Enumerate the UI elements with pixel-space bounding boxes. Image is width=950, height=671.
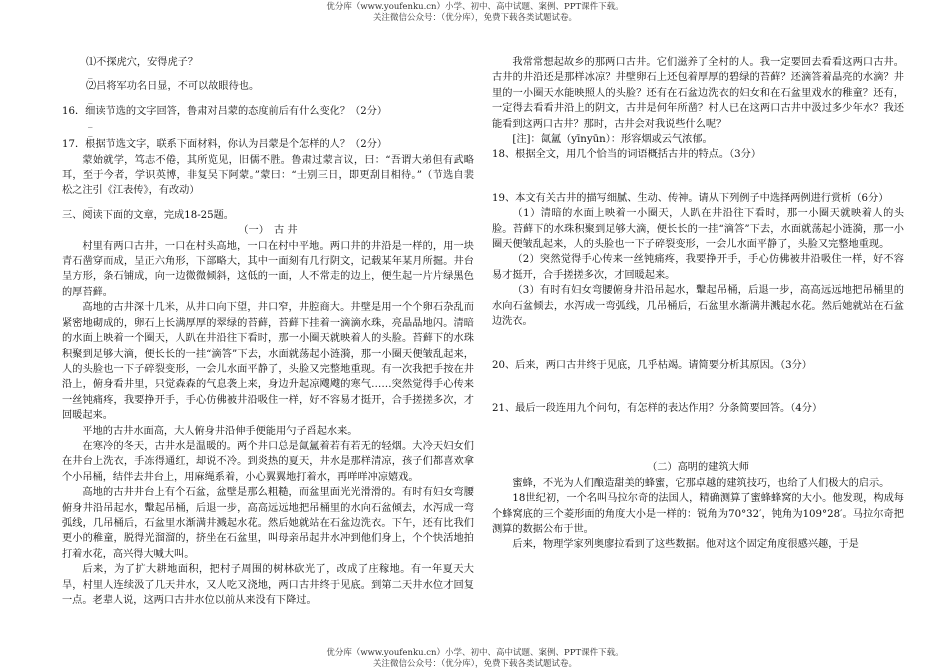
article-1-paragraph-5: 高地的古井井台上有个石盆，盆壁是那么粗糙，而盆里面光光滑滑的。有时有妇女弯腰俯身井沿吊起水，轚起吊桶，后退一步，高高远远地把吊桶里的水向石盆倾去，水泻成一弯弧线，几吊桶后，石盆里水渐满井溅起水花。然后她就站在石盆边洗衣。下午，还有比我们更小的稚童，脱得光溜溜的，挤坐在石盆里，叫母亲吊起井水冲到他们身上，个个快活地拍打着水花，高兴得大喊大叫。 (62, 487, 474, 560)
article-1-paragraph-2: 高地的古井深十几米，从井口向下望，井口窄，井腔商大。井壁是用一个个卵石杂乱而紧密地砌成的，卵石上长满厚厚的翠绿的苔藓，苔藓下挂着一滴滴水珠，亮晶晶地闪。清暗的水面上映着一个圈天，人趴在井沿往下看时，那一小圈天就映着人的头脸。苔藓下的水珠积聚到足够大滴，便长长的一挂“滴答”下去，水面就荡起小涟漪，那一小圈天便皱乱起来，人的头脸也一下子碎裂变形，一会儿水面平静了，头脸又完整地重现。有一次我把手按在井沿上，俯身看井里，只觉森森的气息袭上来，身边升起凉飕飕的寒气……突然觉得手心传来一丝钝痛疼，我要挣开手，手心仿佛被井沿吸住一样，好不容易才挺开，合手搓搓多次，才回暖起来。 (62, 302, 474, 422)
article-2-paragraph-2: 18世纪初，一个名叫马拉尔奇的法国人，精确测算了蜜蜂蜂窝的大小。他发现，构成每个蜂窝底的三个菱形面的角度大小是一样的：锐角为70°32′，钝角为109°28′。马拉尔奇把测算的数据公布于世。 (492, 493, 904, 535)
header-line-1: 优分库（www.youfenku.cn）小学、初中、高中试题、案例、PPT课件下载。 (326, 2, 624, 12)
question-21: 21、最后一段连用九个问句，有怎样的表达作用？分条简要回答。（4分） (492, 402, 823, 414)
page-footer (0, 648, 950, 670)
article-1-note: [注]：氤氲（yīnyūn）：形容烟或云气浓郁。 (512, 134, 713, 146)
answer-blank: _ (88, 69, 93, 80)
q17-material: 蒙始就学，笃志不倦，其所览见，旧儒不胜。鲁肃过蒙言议，曰：“吾谓大弟但有武略耳，至于今者，学识英博，非复吴下阿蒙。”蒙曰：“士别三日，即更刮目相待。”（节选自裴松之注引《江表传》，有改动） (62, 154, 474, 197)
q15-item-1: ⑴不探虎穴，安得虎子？ (86, 57, 199, 68)
right-column (492, 48, 904, 553)
left-column (62, 48, 474, 608)
question-19: 19、本文有关古井的描写细腻、生动、传神。请从下列例子中选择两例进行赏析（6分） (492, 192, 889, 204)
question-18: 18、根据全文，用几个恰当的词语概括古井的特点。（3分） (492, 149, 762, 161)
article-2-paragraph-3: 后来，物理学家列奥廖拉看到了这些数据。他对这个固定角度很感兴趣，于是 (512, 539, 859, 551)
q19-example-3: （3）有时有妇女弯腰俯身井沿吊起水，轚起吊桶，后退一步，高高远远地把吊桶里的水向石盆倾去，水泻成一弯弧线，几吊桶后，石盆里水渐满井溅起水花。然后她就站在石盆边洗衣。 (492, 285, 904, 328)
article-1-title: （一） 古 井 (238, 225, 298, 237)
article-1-paragraph-3: 平地的古井水面高，大人俯身井沿伸手便能用勺子舀起水来。 (82, 425, 358, 437)
answer-blank: _ (88, 197, 93, 208)
answer-blank: _ (88, 118, 93, 129)
header-line-2: 关注微信公众号：（优分库），免费下载各类试题试卷。 (372, 13, 577, 23)
footer-line-2: 关注微信公众号：（优分库），免费下载各类试题试卷。 (372, 659, 577, 669)
q19-example-1: （1）清暗的水面上映着一小圈天，人趴在井沿往下看时，那一小圈天就映着人的头脸。苔藓下的水珠积聚到足够大滴，便长长的一挂“滴答”下去，水面就荡起小涟漪，那一小圈天便皱乱起来，人的头脸也一下子碎裂变形，一会儿水面平静了，头脸又完整地重现。 (492, 208, 904, 251)
article-2-paragraph-1: 蜜蜂，不光为人们酿造甜美的蜂蜜，它那卓越的建筑技巧，也给了人们极大的启示。 (512, 477, 890, 489)
article-1-paragraph-1: 村里有两口古井，一口在村头高地，一口在村中平地。两口井的井沿是一样的，用一块青石凿穿而成，呈正六角形，下部略大，其中一面刻有几行阴文，记载某年某月所掘。井台呈方形，条石铺成，向一边微微倾斜，这低的一面，人不常走的边上，便生起一片片绿黑色的厚苔藓。 (62, 240, 474, 298)
q15-item-2: ⑵吕将军功名日显，不可以故眼待也。 (86, 81, 260, 93)
question-17: 17．根据节选文字，联系下面材料，你认为吕蒙是个怎样的人？（2分） (62, 139, 388, 151)
article-1-paragraph-6: 后来，为了扩大耕地面积，把村子周围的树林砍光了，改成了庄稼地。有一年夏天大旱，村里人连续汲了几天井水，又人吃又浇地，两口古井终于见底。到第二天井水位才回复一点。老辈人说，这两口古井水位以前从来没有下降过。 (62, 564, 474, 606)
article-1-paragraph-7: 我常常想起故乡的那两口古井。它们滋养了全村的人。我一定要回去看看这两口古井。古井的井沿还是那样冰凉？井壁卵石上还包着厚厚的碧绿的苔藓？还滴答着晶亮的水滴？井里的一小圈天水能映照人的头脸？还有在石盆边洗衣的妇女和在石盆里戏水的稚童？还有，一定得去看看井沿上的阴文，古井是何年所凿？村人已在这两口古井中汲过多少年水？我还能看到这两口古井？那时，古井会对我说些什么呢？ (492, 57, 904, 130)
q19-example-2: （2）突然觉得手心传来一丝钝痛疼，我要挣开手，手心仿佛被井沿吸住一样，好不容易才挺开，合手搓搓多次，才回暖起来。 (492, 254, 904, 281)
section-three-heading: 三、阅读下面的文章，完成18-25题。 (62, 209, 234, 221)
answer-blank: _ (88, 93, 93, 104)
article-2-title: （二）高明的建筑大师 (647, 462, 749, 474)
footer-line-1: 优分库（www.youfenku.cn）小学、初中、高中试题、案例、PPT课件下载。 (326, 648, 624, 658)
question-16: 16．细读节选的文字回答，鲁肃对吕蒙的态度前后有什么变化？（2分） (62, 105, 388, 117)
page-header (0, 2, 950, 24)
article-1-paragraph-4: 在寒冷的冬天，古井水是温暖的。两个井口总是氤氲着若有若无的轻烟。大冷天妇女们在井台上洗衣，手冻得通红，却说不冷。到炎热的夏天，井水是那样清凉，孩子们都喜欢拿个小吊桶，结伴去井台上，用麻绳系着，小心翼翼地打着水，再咩咩冲凉嬉戏。 (62, 440, 474, 483)
question-20: 20、后来，两口古井终于见底，几乎枯竭。请简要分析其原因。（3分） (492, 359, 812, 371)
answer-blank: _ (88, 127, 93, 138)
